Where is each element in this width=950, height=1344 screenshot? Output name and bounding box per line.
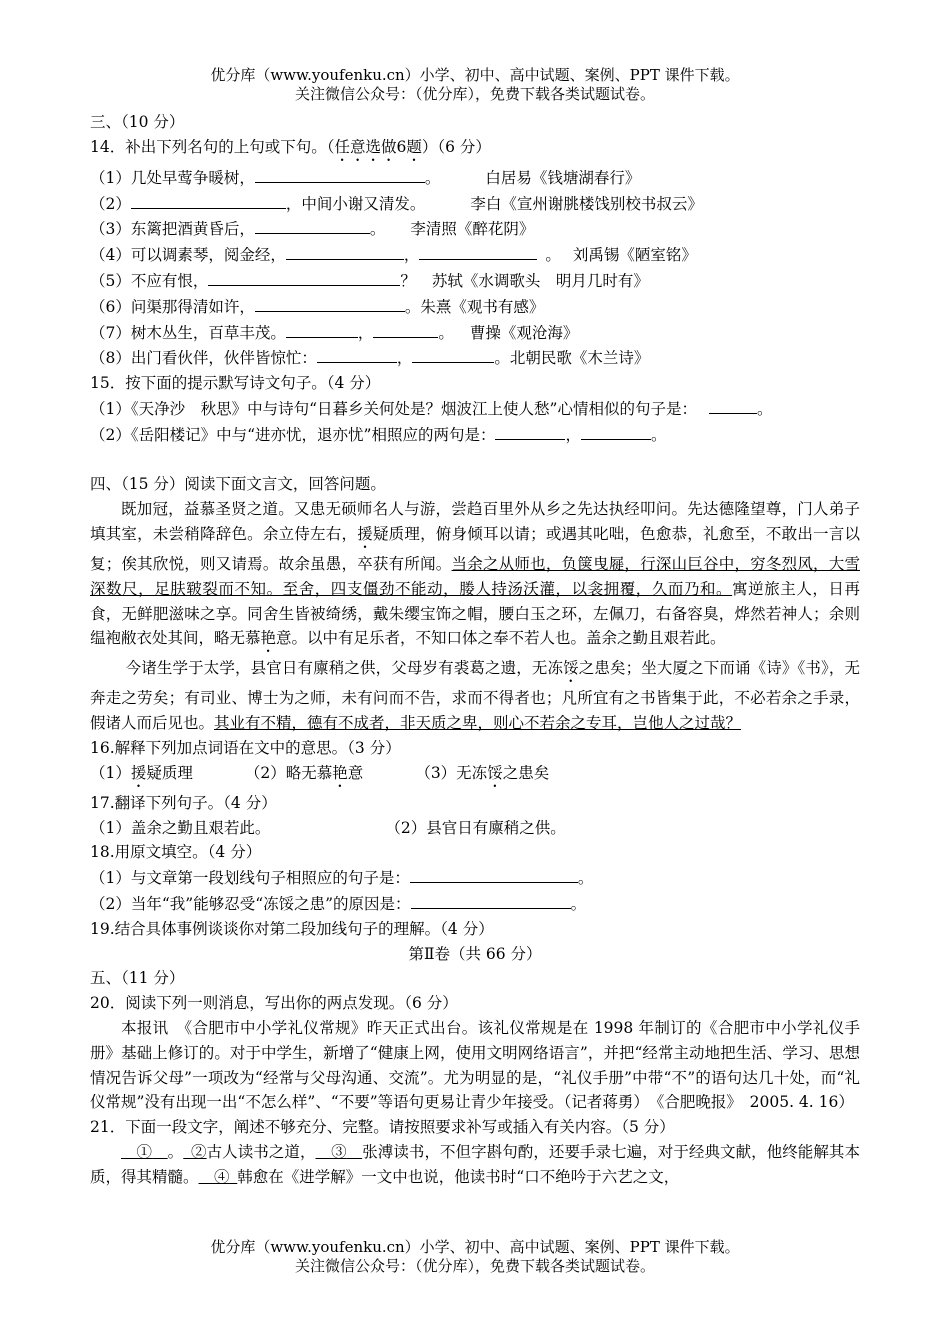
answer-blank[interactable]: [255, 165, 425, 183]
item-text: ，: [403, 246, 420, 265]
passage-text: 韩愈在《进学解》一文中也说，他读书时“口不绝吟于六艺之文，: [237, 1167, 680, 1186]
answer-blank[interactable]: [709, 396, 757, 414]
answer-blank[interactable]: [208, 268, 400, 286]
item-text: 。: [756, 399, 773, 418]
answer-blank[interactable]: [419, 242, 537, 260]
answer-blank[interactable]: [581, 422, 651, 440]
item-source: 李清照《醉花阴》: [410, 220, 535, 239]
q14-number: 6: [396, 137, 407, 156]
answer-blank[interactable]: [286, 320, 358, 338]
page-header: [0, 66, 950, 104]
question-19: 19.结合具体事例谈谈你对第二段加线句子的理解。（4 分）: [90, 919, 494, 938]
item-text: 。: [369, 220, 386, 239]
marker-4[interactable]: [199, 1168, 238, 1186]
marker-1[interactable]: [121, 1143, 168, 1161]
q15-item-2: [90, 422, 860, 448]
answer-blank[interactable]: [410, 865, 578, 883]
section-3-title: 三、（10 分）: [90, 113, 185, 131]
passage-text: 。: [167, 1142, 184, 1161]
answer-blank[interactable]: [317, 345, 397, 363]
item-text: 疑质理: [146, 763, 193, 782]
item-text: ，: [357, 323, 374, 342]
answer-blank[interactable]: [373, 320, 438, 338]
item-text: （3）东篱把酒黄昏后，: [90, 220, 255, 239]
question-16: 16.解释下列加点词语在文中的意思。（3 分）: [90, 738, 401, 757]
spacer: [90, 448, 860, 473]
item-text: 。: [650, 425, 667, 444]
item-text: 。: [438, 323, 454, 342]
marker-2[interactable]: [183, 1143, 206, 1161]
passage-text: 张溥读书，不但字斟句酌，还要手录七遍，对于经典文献，他终能解其本质，得其精髓。: [90, 1142, 860, 1186]
classical-passage-paragraph-2: [90, 656, 860, 736]
passage-text: 意。以中有足乐者，不知口体之奉不若人也。盖余之勤且艰若此。: [276, 629, 726, 648]
item-text: 之患矣: [502, 763, 550, 782]
question-14: [90, 135, 860, 165]
answer-blank[interactable]: [412, 345, 494, 363]
q14-emphasis: 任意选做: [334, 137, 397, 156]
header-line-1: 优分库（www.youfenku.cn）小学、初中、高中试题、案例、PPT 课件下载。: [210, 66, 740, 84]
dotted-word: 援: [357, 524, 373, 543]
item-source: 。北朝民歌《木兰诗》: [494, 349, 650, 368]
item-source: 。朱熹《观书有感》: [404, 297, 545, 316]
passage-text: 今诸生学于太学，县官日有廪稍之供，父母岁有裘葛之遗，无冻: [125, 659, 564, 678]
item-text: （4）可以调素琴，阅金经，: [90, 246, 286, 265]
answer-blank[interactable]: [255, 216, 370, 234]
q14-item-3: [90, 216, 860, 242]
item-text: （2）当年“我”能够忍受“冻馁之患”的原因是：: [90, 894, 411, 913]
item-text: ？: [400, 271, 416, 290]
classical-passage-paragraph-1: [90, 497, 860, 656]
q18-item-1: [90, 865, 860, 891]
header-line-2: 关注微信公众号：（优分库），免费下载各类试题试卷。: [294, 85, 655, 103]
q14-item-4: [90, 242, 860, 268]
question-15: 15．按下面的提示默写诗文句子。（4 分）: [90, 374, 381, 393]
q17-items: [90, 816, 860, 841]
question-17: 17.翻译下列句子。（4 分）: [90, 793, 277, 812]
underlined-sentence: 其业有不精，德有不成者，非天质之卑，则心不若余之专耳，岂他人之过哉？: [214, 714, 742, 733]
q15-item-1: [90, 396, 860, 422]
item-text: （2）县官日有廪稍之供。: [385, 818, 566, 837]
q14-item-8: [90, 345, 860, 371]
answer-blank[interactable]: [411, 891, 571, 909]
item-text: （5）不应有恨，: [90, 271, 209, 290]
item-text: （7）树木丛生，百草丰茂。: [90, 323, 286, 342]
news-passage: 本报讯 《合肥市中小学礼仪常规》昨天正式出台。该礼仪常规是在 1998 年制订的《合肥市中小学礼仪手册》基础上修订的。对于中学生，新增了“健康上网，使用文明网络语言”，并把“经常主动地把生活、学习、思想情况告诉父母”一项改为“经常与父母沟通、交流”。尤为明显的是，“礼仪手册”中带“不”的语句达几十处，而“礼仪常规”没有出现一出“不怎么样”、“不要”等语句更易让青少年接受。（记者蒋勇） 《合肥晚报》 2005. 4. 16）: [90, 1018, 860, 1112]
marker-label: ②: [191, 1142, 207, 1161]
item-text: （1）盖余之勤且艰若此。: [90, 818, 271, 837]
volume-2-title: 第Ⅱ卷（共 66 分）: [408, 944, 542, 963]
item-text: （1）与文章第一段划线句子相照应的句子是：: [90, 869, 410, 888]
question-21: 21．下面一段文字，阐述不够充分、完整。请按照要求补写或插入有关内容。（5 分）: [90, 1118, 675, 1137]
dotted-word: 馁: [563, 659, 579, 678]
answer-blank[interactable]: [255, 294, 405, 312]
item-text: （1）几处早莺争暖树，: [90, 168, 255, 187]
passage-text: 寓逆旅主人，日再食，无鲜肥滋味之享。同舍生皆被绮绣，戴朱缨宝饰之帽，腰白玉之环，左佩刀，右备容臭，烨然若神人；余则缊袍敝衣处其间，略无慕: [90, 579, 860, 648]
item-text: （8）出门看伙伴，伙伴皆惊忙：: [90, 349, 317, 368]
q16-items: [90, 761, 860, 791]
question-20: 20．阅读下列一则消息，写出你的两点发现。（6 分）: [90, 994, 458, 1013]
item-text: （2）: [90, 194, 131, 213]
item-source: 苏轼《水调歌头 明月几时有》: [431, 271, 649, 290]
answer-blank[interactable]: [131, 191, 286, 209]
item-source: 曹操《观沧海》: [469, 323, 579, 342]
q14-item-7: [90, 320, 860, 346]
item-source: 李白《宣州谢朓楼饯别校书叔云》: [470, 194, 703, 213]
answer-blank[interactable]: [286, 242, 404, 260]
question-18: 18.用原文填空。（4 分）: [90, 843, 262, 862]
passage-text: 既加冠，益慕圣贤之道。又患无硕师名人与游，尝趋百里外从乡之先达执经叩问。先达德隆望尊，门人弟子填其室，未尝稍降辞色。余立侍左右，: [90, 500, 860, 543]
footer-line-2: 关注微信公众号：（优分库），免费下载各类试题试卷。: [294, 1257, 655, 1275]
passage-text: 疑质理，俯身倾耳以请；或遇其叱咄，色愈恭，礼愈至，不敢出一言以复；俟其欣悦，则又请焉。故余虽愚，卒获有所闻。: [90, 524, 860, 573]
item-text: （2）略无慕: [244, 763, 333, 782]
answer-blank[interactable]: [495, 422, 565, 440]
dotted-word: 馁: [487, 763, 503, 782]
exam-content: [90, 110, 860, 1189]
section-4-title: 四、（15 分）阅读下面文言文，回答问题。: [90, 475, 386, 494]
item-text: ，: [565, 425, 581, 444]
underlined-sentence: 当余之从师也，负箧曳屣，行深山巨谷中，穷冬烈风，大雪深数尺，足肤皲裂而不知。至舍，四支僵劲不能动，媵人持汤沃灌，以衾拥覆，久而乃和。: [90, 554, 860, 598]
item-text: 。: [545, 246, 561, 265]
marker-3[interactable]: [316, 1143, 363, 1161]
q14-score: ）（6 分）: [421, 137, 491, 156]
item-text: 意: [347, 763, 364, 782]
item-text: 。: [577, 869, 594, 888]
q21-passage: [90, 1140, 860, 1190]
item-source: 刘禹锡《陋室铭》: [572, 246, 697, 265]
passage-text: 古人读书之道，: [206, 1142, 316, 1161]
item-text: （3）无冻: [415, 763, 488, 782]
page-footer: [0, 1238, 950, 1276]
q14-text: 14．补出下列名句的上句或下句。（: [90, 137, 335, 156]
q14-item-6: [90, 294, 860, 320]
item-text: （2）《岳阳楼记》中与“进亦忧，退亦忧”相照应的两句是：: [90, 425, 496, 444]
q14-item-2: [90, 191, 860, 217]
item-text: 。: [570, 894, 587, 913]
marker-label: ①: [136, 1142, 153, 1161]
item-text: ，: [396, 349, 413, 368]
marker-label: ④: [214, 1167, 230, 1186]
q14-item-5: [90, 268, 860, 294]
item-text: 。: [424, 168, 441, 187]
section-5-title: 五、（11 分）: [90, 969, 185, 988]
footer-line-1: 优分库（www.youfenku.cn）小学、初中、高中试题、案例、PPT 课件下载。: [210, 1238, 740, 1256]
dotted-word: 艳: [332, 763, 348, 782]
item-text: （1）: [90, 763, 131, 782]
item-text: ，中间小谢又清发。: [285, 194, 426, 213]
passage-text: 之患矣；坐大厦之下而诵《诗》《书》，无奔走之劳矣；有司业、博士为之师，未有问而不告，求而不得者也；凡所宜有之书皆集于此，不必若余之手录，假诸人而后见也。: [90, 659, 860, 733]
q18-item-2: [90, 891, 860, 917]
dotted-word: 艳: [260, 629, 277, 648]
item-text: （1）《天净沙 秋思》中与诗句“日暮乡关何处是？烟波江上使人愁”心情相似的句子是：: [90, 399, 697, 418]
q14-emphasis-2: 题: [406, 137, 422, 156]
marker-label: ③: [331, 1142, 347, 1161]
q14-item-1: [90, 165, 860, 191]
item-text: （6）问渠那得清如许，: [90, 297, 255, 316]
dotted-word: 援: [130, 763, 147, 782]
item-source: 白居易《钱塘湖春行》: [485, 168, 641, 187]
